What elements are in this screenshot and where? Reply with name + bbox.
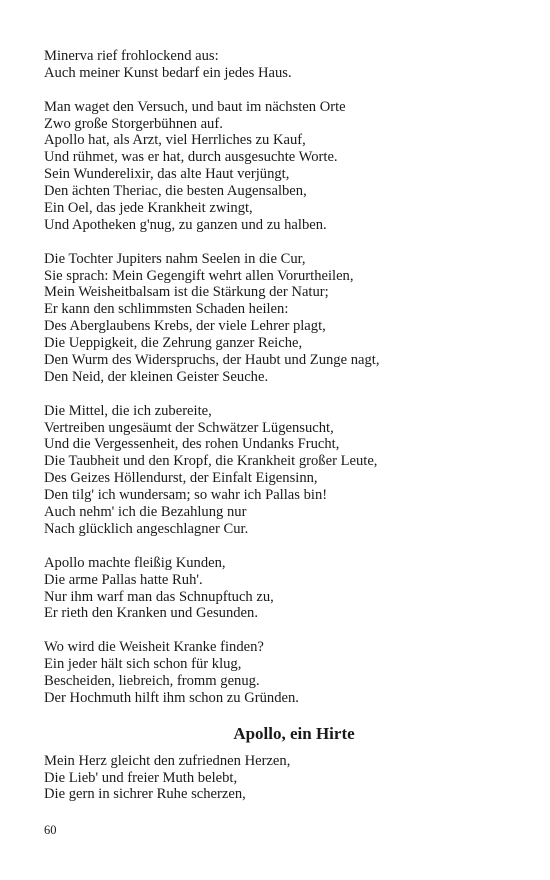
verse-line: Und Apotheken g'nug, zu ganzen und zu halben. xyxy=(44,216,327,233)
verse-line: Die arme Pallas hatte Ruh'. xyxy=(44,571,203,588)
verse-line: Ein Oel, das jede Krankheit zwingt, xyxy=(44,200,253,217)
verse-line: Nach glücklich angeschlagner Cur. xyxy=(44,520,249,537)
stanza xyxy=(44,555,514,623)
stanza xyxy=(44,99,514,234)
verse-line: Des Geizes Höllendurst, der Einfalt Eigensinn, xyxy=(44,470,318,487)
verse-line: Bescheiden, liebreich, fromm genug. xyxy=(44,672,260,689)
verse-line: Ein jeder hält sich schon für klug, xyxy=(44,656,242,673)
verse-line: Nur ihm warf man das Schnupftuch zu, xyxy=(44,588,274,605)
verse-line: Sie sprach: Mein Gegengift wehrt allen Vorurtheilen, xyxy=(44,267,354,284)
stanza xyxy=(44,251,514,386)
stanza xyxy=(44,403,514,538)
verse-line: Apollo machte fleißig Kunden, xyxy=(44,554,226,571)
page-text xyxy=(44,48,514,820)
page-number: 60 xyxy=(44,823,57,837)
verse-line: Des Aberglaubens Krebs, der viele Lehrer plagt, xyxy=(44,318,326,335)
verse-line: Die gern in sichrer Ruhe scherzen, xyxy=(44,786,246,803)
stanza xyxy=(44,48,514,82)
stanza xyxy=(44,639,514,707)
verse-line: Die Mittel, die ich zubereite, xyxy=(44,402,212,419)
verse-line: Die Taubheit und den Kropf, die Krankheit großer Leute, xyxy=(44,453,378,470)
verse-line: Den ächten Theriac, die besten Augensalben, xyxy=(44,183,307,200)
verse-line: Auch nehm' ich die Bezahlung nur xyxy=(44,504,247,521)
verse-line: Apollo hat, als Arzt, viel Herrliches zu Kauf, xyxy=(44,132,306,149)
verse-line: Vertreiben ungesäumt der Schwätzer Lügensucht, xyxy=(44,419,334,436)
verse-line: Zwo große Storgerbühnen auf. xyxy=(44,115,223,132)
verse-line: Den Neid, der kleinen Geister Seuche. xyxy=(44,368,269,385)
verse-line: Den Wurm des Widerspruchs, der Haubt und Zunge nagt, xyxy=(44,352,380,369)
verse-line: Auch meiner Kunst bedarf ein jedes Haus. xyxy=(44,64,292,81)
verse-line: Die Lieb' und freier Muth belebt, xyxy=(44,769,238,786)
verse-line: Sein Wunderelixir, das alte Haut verjüngt, xyxy=(44,166,290,183)
verse-line: Die Ueppigkeit, die Zehrung ganzer Reiche, xyxy=(44,335,303,352)
verse-line: Minerva rief frohlockend aus: xyxy=(44,48,219,64)
verse-line: Der Hochmuth hilft ihm schon zu Gründen. xyxy=(44,689,299,706)
verse-line: Und rühmet, was er hat, durch ausgesuchte Worte. xyxy=(44,149,338,166)
poem-apollo-minerva-ending xyxy=(44,48,514,707)
verse-line: Er rieth den Kranken und Gesunden. xyxy=(44,605,258,622)
poem-apollo-hirte-opening xyxy=(44,753,514,804)
verse-line: Mein Herz gleicht den zufriednen Herzen, xyxy=(44,752,291,769)
poem-title: Apollo, ein Hirte xyxy=(233,723,355,743)
verse-line: Er kann den schlimmsten Schaden heilen: xyxy=(44,301,289,318)
verse-line: Und die Vergessenheit, des rohen Undanks Frucht, xyxy=(44,436,340,453)
verse-line: Den tilg' ich wundersam; so wahr ich Pallas bin! xyxy=(44,487,328,504)
verse-line: Man waget den Versuch, und baut im nächsten Orte xyxy=(44,98,346,115)
stanza xyxy=(44,753,514,804)
verse-line: Mein Weisheitbalsam ist die Stärkung der Natur; xyxy=(44,284,329,301)
verse-line: Die Tochter Jupiters nahm Seelen in die Cur, xyxy=(44,250,306,267)
verse-line: Wo wird die Weisheit Kranke finden? xyxy=(44,639,264,656)
